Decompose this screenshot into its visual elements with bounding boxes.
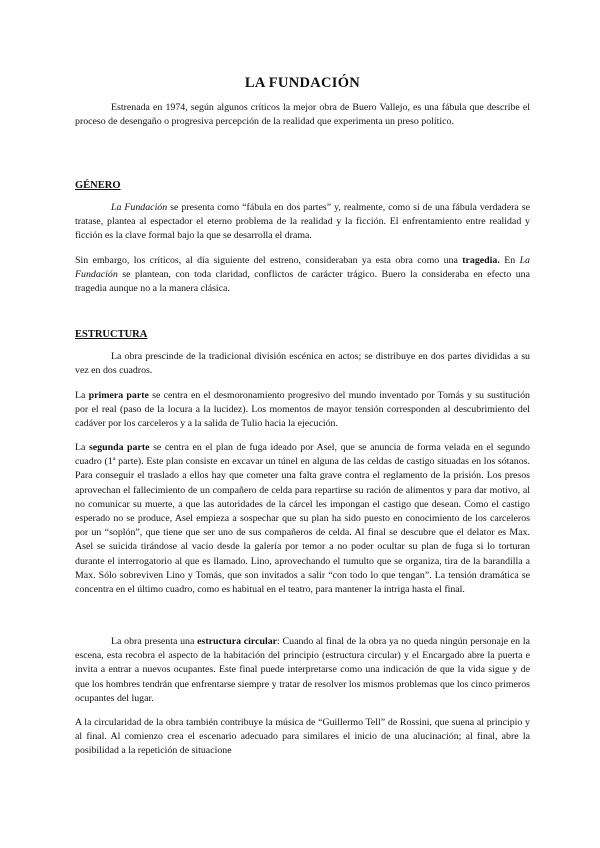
estructura-paragraph-1: La obra prescinde de la tradicional división escénica en actos; se distribuye en dos partes divididas a su vez en dos cuadros.	[75, 351, 530, 377]
estructura-paragraph-2-text-a: La	[75, 390, 89, 401]
estructura-paragraph-4	[75, 635, 530, 706]
tragedia-bold: tragedia.	[462, 255, 500, 266]
estructura-paragraph-3	[75, 441, 530, 597]
genero-paragraph-2-text-c: se plantean, con toda claridad, conflictos de carácter trágico. Buero la consideraba en efecto una tragedia aunque no a la manera clásica.	[75, 269, 530, 295]
estructura-circular-bold: estructura circular	[197, 636, 278, 647]
page-title: LA FUNDACIÓN	[244, 75, 361, 91]
estructura-paragraph-2	[75, 389, 530, 432]
genero-paragraph-2-text-a: Sin embargo, los críticos, al día siguiente del estreno, consideraban ya esta obra como una	[75, 255, 463, 266]
primera-parte-bold: primera parte	[88, 390, 149, 401]
genero-paragraph-1-text: se presenta como “fábula en dos partes” y, realmente, como si de una fábula verdadera se tratase, plantea al espectador el eterno problema de la realidad y la ficción. El enfrentamiento entre realidad y ficción es la clave formal bajo la que se desarrolla el drama.	[75, 202, 530, 242]
estructura-paragraph-4-text-a: La obra presenta una	[111, 636, 198, 647]
work-title-italic: La Fundación	[111, 202, 168, 213]
genero-paragraph-1	[75, 201, 530, 244]
estructura-paragraph-5: A la circularidad de la obra también contribuye la música de “Guillermo Tell” de Rossini, que suena al principio y al final. Al comienzo crea el escenario adecuado para similares el inicio de una alucinación; al final, abre la posibilidad a la repetición de situacione	[75, 717, 530, 757]
section-heading-estructura: ESTRUCTURA	[75, 329, 148, 340]
estructura-paragraph-3-text-a: La	[75, 442, 89, 453]
work-title-italic: La Fundación	[75, 255, 530, 281]
segunda-parte-bold: segunda parte	[88, 442, 150, 453]
estructura-paragraph-4-text-b: : Cuando al final de la obra ya no queda ningún personaje en la escena, esta recobra el aspecto de la habitación del principio (estructura circular) y el Encargado abre la puerta e invita a entrar a nuevos ocupantes. Este final puede interpretarse como una indicación de que la vida sigue y de que los hombres tendrán que enfrentarse siempre y tratar de resolver los mismos problemas que los cinco primeros ocupantes del lugar.	[75, 636, 530, 704]
genero-paragraph-2	[75, 254, 530, 297]
estructura-paragraph-3-text-b: se centra en el plan de fuga ideado por Asel, que se anuncia de forma velada en el segundo cuadro (1ª parte). Este plan consiste en excavar un túnel en alguna de las celdas de castigo situadas en los sótanos. Para conseguir el traslado a ellos hay que cometer una falta grave contra el reglamento de la prisión. Los presos aprovechan el fallecimiento de un compañero de celda para repartirse su ración de alimentos y para dar motivo, al no comunicar su muerte, a que las autoridades de la cárcel les impongan el castigo que desean. Como el castigo esperado no se produce, Asel empieza a sospechar que su plan ha sido puesto en conocimiento de los carceleros por un “soplón”, que tiene que ser uno de sus compañeros de celda. Al final se descubre que el delator es Max. Asel se suicida tirándose al vacío desde la galería por temor a no poder ocultar su plan de fuga si lo torturan durante el interrogatorio al que es llamado. Lino, aprovechando el tumulto que se organiza, tira de la barandilla a Max. Sólo sobreviven Lino y Tomás, que son invitados a salir “con todo lo que tengan”. La tensión dramática se concentra en el último cuadro, como es habitual en el teatro, para mantener la intriga hasta el final.	[75, 442, 530, 596]
intro-paragraph: Estrenada en 1974, según algunos críticos la mejor obra de Buero Vallejo, es una fábula que describe el proceso de desengaño o progresiva percepción de la realidad que experimenta un preso político.	[75, 102, 530, 128]
estructura-paragraph-2-text-b: se centra en el desmoronamiento progresivo del mundo inventado por Tomás y su sustitución por el real (paso de la locura a la lucidez). Los momentos de mayor tensión corresponden al descubrimiento del cadáver por los carceleros y a la salida de Tulio hacia la ejecución.	[75, 390, 530, 430]
genero-paragraph-2-text-b: En	[499, 255, 520, 266]
section-heading-genero: GÉNERO	[75, 180, 121, 191]
